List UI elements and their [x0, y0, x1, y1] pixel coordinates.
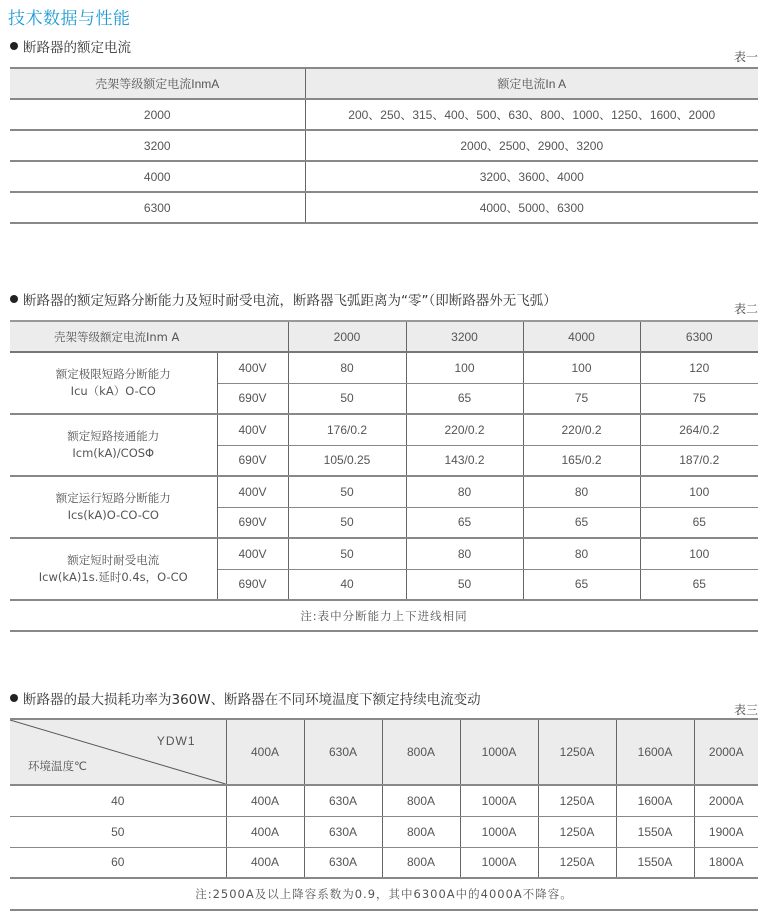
header-cell: 2000A [694, 719, 758, 785]
parameter-symbol: Ics(kA)O-CO-CO [67, 508, 159, 522]
frame-current-cell: 6300 [10, 192, 305, 223]
current-value-cell: 630A [304, 785, 382, 816]
section-heading-breaking-capacity [10, 289, 557, 309]
current-value-cell: 1000A [460, 785, 538, 816]
table-header-row [10, 68, 758, 99]
frame-current-cell: 4000 [10, 161, 305, 192]
diagonal-header-cell [10, 719, 226, 785]
header-cell: 1600A [616, 719, 694, 785]
current-value-cell: 1000A [460, 816, 538, 847]
value-cell: 65 [640, 569, 758, 600]
parameter-symbol: Icw(kA)1s.延时0.4s，O-CO [38, 570, 188, 584]
section-heading-text: 断路器的最大损耗功率为360W、断路器在不同环境温度下额定持续电流变动 [23, 692, 481, 708]
current-value-cell: 1900A [694, 816, 758, 847]
parameter-name: 额定运行短路分断能力 [55, 491, 171, 505]
section-heading-temperature-derating [10, 688, 481, 708]
current-value-cell: 630A [304, 847, 382, 878]
current-value-cell: 1800A [694, 847, 758, 878]
value-cell: 105/0.25 [288, 445, 406, 476]
value-cell: 100 [640, 538, 758, 569]
parameter-label-cell [10, 352, 217, 414]
table-label-1: 表一 [733, 50, 758, 64]
voltage-cell: 400V [217, 538, 288, 569]
table-row [10, 476, 758, 507]
value-cell: 75 [523, 383, 640, 414]
value-cell: 65 [406, 383, 523, 414]
breaking-capacity-table [10, 320, 758, 632]
bullet-icon [10, 694, 18, 702]
table-row [10, 99, 758, 130]
current-value-cell: 1250A [538, 816, 616, 847]
table-note: 注:表中分断能力上下进线相同 [10, 600, 758, 631]
value-cell: 165/0.2 [523, 445, 640, 476]
header-cell: 1000A [460, 719, 538, 785]
header-cell: 2000 [288, 321, 406, 352]
temperature-cell: 40 [10, 785, 226, 816]
table-row [10, 192, 758, 223]
section-heading-rated-current [10, 36, 131, 56]
rated-current-cell: 200、250、315、400、500、630、800、1000、1250、1600、2000 [305, 99, 758, 130]
value-cell: 143/0.2 [406, 445, 523, 476]
table-note-row [10, 878, 758, 910]
value-cell: 40 [288, 569, 406, 600]
value-cell: 187/0.2 [640, 445, 758, 476]
table-note: 注:2500A及以上降容系数为0.9，其中6300A中的4000A不降容。 [10, 878, 758, 910]
value-cell: 65 [523, 507, 640, 538]
rated-current-table [10, 67, 758, 224]
table-header-row [10, 321, 758, 352]
value-cell: 100 [640, 476, 758, 507]
voltage-cell: 400V [217, 352, 288, 383]
voltage-cell: 690V [217, 507, 288, 538]
table-note-row [10, 600, 758, 631]
value-cell: 176/0.2 [288, 414, 406, 445]
rated-current-cell: 4000、5000、6300 [305, 192, 758, 223]
current-value-cell: 800A [382, 847, 460, 878]
value-cell: 50 [288, 538, 406, 569]
current-value-cell: 800A [382, 785, 460, 816]
rated-current-cell: 2000、2500、2900、3200 [305, 130, 758, 161]
bullet-icon [10, 42, 18, 50]
value-cell: 80 [523, 476, 640, 507]
header-cell: 6300 [640, 321, 758, 352]
table-row [10, 847, 758, 878]
table-label-3: 表三 [733, 703, 758, 717]
value-cell: 100 [523, 352, 640, 383]
value-cell: 220/0.2 [406, 414, 523, 445]
value-cell: 50 [288, 476, 406, 507]
current-value-cell: 1550A [616, 816, 694, 847]
header-cell: 壳架等级额定电流Inm A [10, 321, 288, 352]
value-cell: 50 [288, 383, 406, 414]
temperature-cell: 60 [10, 847, 226, 878]
parameter-label-cell [10, 538, 217, 600]
table-row [10, 816, 758, 847]
voltage-cell: 690V [217, 569, 288, 600]
current-value-cell: 800A [382, 816, 460, 847]
section-heading-text: 断路器的额定电流 [23, 40, 131, 56]
value-cell: 220/0.2 [523, 414, 640, 445]
value-cell: 50 [288, 507, 406, 538]
rated-current-cell: 3200、3600、4000 [305, 161, 758, 192]
voltage-cell: 690V [217, 383, 288, 414]
voltage-cell: 400V [217, 476, 288, 507]
temperature-derating-table [10, 718, 758, 911]
parameter-symbol: Icu（kA）O-CO [70, 384, 156, 398]
current-value-cell: 1250A [538, 785, 616, 816]
value-cell: 65 [523, 569, 640, 600]
header-cell: 630A [304, 719, 382, 785]
page-title: 技术数据与性能 [8, 9, 131, 29]
header-cell: 400A [226, 719, 304, 785]
ambient-temperature-label: 环境温度℃ [28, 759, 87, 773]
current-value-cell: 1250A [538, 847, 616, 878]
current-value-cell: 1600A [616, 785, 694, 816]
voltage-cell: 400V [217, 414, 288, 445]
value-cell: 80 [406, 476, 523, 507]
table-row [10, 538, 758, 569]
current-value-cell: 400A [226, 847, 304, 878]
current-value-cell: 630A [304, 816, 382, 847]
value-cell: 100 [406, 352, 523, 383]
table-row [10, 352, 758, 383]
table-row [10, 130, 758, 161]
section-heading-text: 断路器的额定短路分断能力及短时耐受电流，断路器飞弧距离为“零”（即断路器外无飞弧） [23, 293, 557, 309]
frame-current-cell: 3200 [10, 130, 305, 161]
bullet-icon [10, 295, 18, 303]
parameter-symbol: Icm(kA)/COSΦ [72, 446, 155, 460]
parameter-label-cell [10, 414, 217, 476]
current-value-cell: 2000A [694, 785, 758, 816]
current-value-cell: 400A [226, 816, 304, 847]
header-cell: 额定电流In A [305, 68, 758, 99]
value-cell: 50 [406, 569, 523, 600]
header-cell: 800A [382, 719, 460, 785]
parameter-name: 额定极限短路分断能力 [55, 367, 171, 381]
value-cell: 75 [640, 383, 758, 414]
value-cell: 80 [406, 538, 523, 569]
table-row [10, 785, 758, 816]
parameter-label-cell [10, 476, 217, 538]
current-value-cell: 400A [226, 785, 304, 816]
value-cell: 120 [640, 352, 758, 383]
header-cell: 壳架等级额定电流InmA [10, 68, 305, 99]
current-value-cell: 1550A [616, 847, 694, 878]
value-cell: 264/0.2 [640, 414, 758, 445]
temperature-cell: 50 [10, 816, 226, 847]
voltage-cell: 690V [217, 445, 288, 476]
table-header-row [10, 719, 758, 785]
current-value-cell: 1000A [460, 847, 538, 878]
diagonal-divider [10, 720, 226, 784]
table-label-2: 表二 [733, 302, 758, 316]
table-row [10, 414, 758, 445]
parameter-name: 额定短时耐受电流 [67, 553, 160, 567]
parameter-name: 额定短路接通能力 [67, 429, 160, 443]
model-label: YDW1 [156, 734, 196, 748]
header-cell: 3200 [406, 321, 523, 352]
header-cell: 1250A [538, 719, 616, 785]
value-cell: 80 [288, 352, 406, 383]
value-cell: 65 [640, 507, 758, 538]
header-cell: 4000 [523, 321, 640, 352]
table-row [10, 161, 758, 192]
value-cell: 80 [523, 538, 640, 569]
frame-current-cell: 2000 [10, 99, 305, 130]
value-cell: 65 [406, 507, 523, 538]
